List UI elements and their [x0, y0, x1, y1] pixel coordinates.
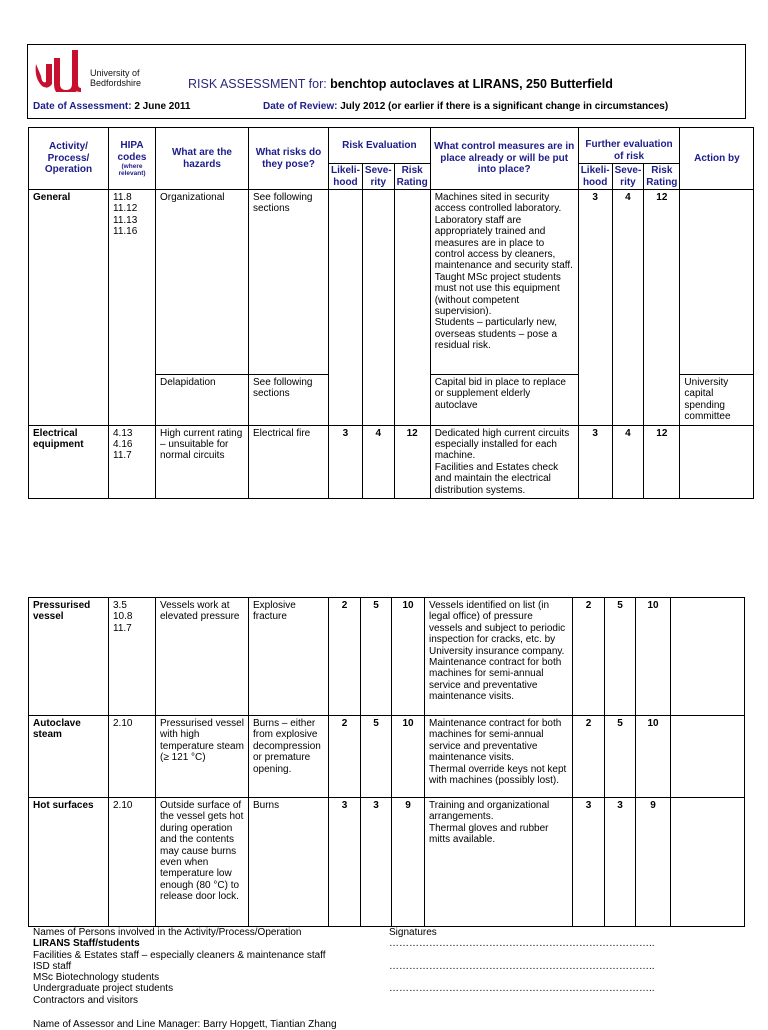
assessment-label: Date of Assessment: [33, 101, 132, 112]
title-rest: benchtop autoclaves at LIRANS, 250 Butterfield [326, 77, 613, 91]
risk-cell: Burns [249, 798, 329, 927]
col-hipa-sub: (where relevant) [118, 162, 146, 177]
col-hazards: What are the hazards [156, 128, 249, 190]
hipa-cell [109, 190, 156, 426]
likelihood-cell: 3 [329, 798, 361, 927]
hazard-cell: Delapidation [156, 375, 249, 426]
hazard-cell: Vessels work at elevated pressure [156, 598, 249, 716]
severity-cell: 3 [361, 798, 392, 927]
persons-involved [33, 927, 326, 1006]
risk-table-2 [28, 597, 745, 927]
col-hipa [109, 128, 156, 190]
persons-line: LIRANS Staff/students [33, 938, 140, 950]
signature-line[interactable]: …………………………………………………………………….. [389, 982, 655, 994]
likelihood-cell: 2 [329, 598, 361, 716]
action-cell [680, 190, 754, 375]
activity-cell: Pressurised vessel [29, 598, 109, 716]
risk-table-1 [28, 127, 754, 499]
persons-heading: Names of Persons involved in the Activity/Process/Operation [33, 927, 302, 938]
control-cell: Training and organizational arrangements. Thermal gloves and rubber mitts available. [425, 798, 573, 927]
rating-cell [394, 190, 430, 426]
table-row [29, 716, 745, 798]
table-row [29, 598, 745, 716]
col-controls: What control measures are in place already or will be put into place? [430, 128, 578, 190]
col-severity: Seve-rity [362, 164, 394, 190]
university-name [90, 68, 141, 88]
col-hipa-label: HIPA codes [117, 140, 147, 163]
hazard-cell: High current rating – unsuitable for normal circuits [156, 425, 249, 498]
control-cell: Capital bid in place to replace or supplement elderly autoclave [430, 375, 578, 426]
further-likelihood-cell: 3 [578, 425, 612, 498]
risk-cell: Electrical fire [249, 425, 329, 498]
col-action: Action by [680, 128, 754, 190]
col-further: Further evaluation of risk [578, 128, 680, 164]
persons-line: MSc Biotechnology students [33, 972, 160, 984]
col-further-severity: Seve-rity [612, 164, 644, 190]
risk-cell: Explosive fracture [249, 598, 329, 716]
hazard-cell: Organizational [156, 190, 249, 375]
further-rating-cell: 10 [636, 716, 671, 798]
persons-line: Facilities & Estates staff – especially cleaners & maintenance staff [33, 949, 326, 961]
further-likelihood-cell: 2 [573, 716, 605, 798]
col-risk-rating: Risk Rating [394, 164, 430, 190]
col-risks: What risks do they pose? [249, 128, 329, 190]
risk-cell: Burns – either from explosive decompression or premature opening. [249, 716, 329, 798]
university-line1: University of [90, 68, 140, 78]
col-further-risk-rating: Risk Rating [644, 164, 680, 190]
further-severity-cell: 5 [605, 716, 636, 798]
university-logo-icon [32, 46, 88, 92]
further-rating-cell: 12 [644, 190, 680, 426]
further-severity-cell: 4 [612, 190, 644, 426]
col-activity: Activity/ Process/ Operation [29, 128, 109, 190]
table-row [29, 425, 754, 498]
page-title [188, 77, 613, 91]
control-cell: Maintenance contract for both machines for semi-annual service and preventative maintenance visits. Thermal override keys not kept with machines (possibly lost). [425, 716, 573, 798]
action-cell [671, 716, 745, 798]
likelihood-cell: 3 [329, 425, 363, 498]
activity-cell: Electrical equipment [29, 425, 109, 498]
col-further-likelihood: Likeli-hood [578, 164, 612, 190]
review-value: July 2012 (or earlier if there is a significant change in circumstances) [337, 101, 669, 112]
hipa-cell: 3.5 10.8 11.7 [109, 598, 156, 716]
further-likelihood-cell: 2 [573, 598, 605, 716]
rating-cell: 12 [394, 425, 430, 498]
action-cell [680, 425, 754, 498]
table-row [29, 190, 754, 375]
action-cell: University capital spending committee [680, 375, 754, 426]
action-cell [671, 598, 745, 716]
signature-line[interactable]: …………………………………………………………………….. [389, 960, 655, 972]
likelihood-cell [329, 190, 363, 426]
university-line2: Bedfordshire [90, 78, 142, 88]
further-rating-cell: 10 [636, 598, 671, 716]
likelihood-cell: 2 [329, 716, 361, 798]
activity-cell: Hot surfaces [29, 798, 109, 927]
title-prefix: RISK ASSESSMENT for: [188, 77, 327, 91]
hipa-cell: 2.10 [109, 798, 156, 927]
control-cell: Dedicated high current circuits especially installed for each machine. Facilities and Estates check and maintain the electrical distribution systems. [430, 425, 578, 498]
persons-line: ISD staff [33, 960, 72, 972]
review-label: Date of Review: [263, 101, 338, 112]
severity-cell: 5 [361, 716, 392, 798]
risk-cell: See following sections [249, 190, 329, 375]
signature-line[interactable]: …………………………………………………………………….. [389, 938, 655, 950]
activity-cell: Autoclave steam [29, 716, 109, 798]
hipa-codes: 11.8 11.12 11.13 11.16 [113, 192, 138, 238]
severity-cell: 5 [361, 598, 392, 716]
rating-cell: 9 [392, 798, 425, 927]
further-rating-cell: 9 [636, 798, 671, 927]
assessment-date [33, 101, 191, 112]
action-cell [671, 798, 745, 927]
hazard-cell: Pressurised vessel with high temperature steam (≥ 121 °C) [156, 716, 249, 798]
further-severity-cell: 5 [605, 598, 636, 716]
further-severity-cell: 3 [605, 798, 636, 927]
col-likelihood: Likeli-hood [329, 164, 363, 190]
further-severity-cell: 4 [612, 425, 644, 498]
rating-cell: 10 [392, 598, 425, 716]
further-rating-cell: 12 [644, 425, 680, 498]
severity-cell: 4 [362, 425, 394, 498]
assessor-line: Name of Assessor and Line Manager: Barry Hopgett, Tiantian Zhang [33, 1019, 337, 1030]
rating-cell: 10 [392, 716, 425, 798]
severity-cell [362, 190, 394, 426]
activity-cell: General [29, 190, 109, 426]
hipa-cell: 2.10 [109, 716, 156, 798]
further-likelihood-cell: 3 [578, 190, 612, 426]
persons-line: Contractors and visitors [33, 994, 139, 1006]
assessment-value: 2 June 2011 [131, 101, 191, 112]
control-cell: Machines sited in security access controlled laboratory. Laboratory staff are appropriately trained and measures are in place to control access by cleaners, maintenance and security staff. Taught MSc project students must not use this equipment (without competent supervision). Students – particularly new, overseas students – pose a residual risk. [430, 190, 578, 375]
col-risk-eval: Risk Evaluation [329, 128, 431, 164]
hazard-cell: Outside surface of the vessel gets hot during operation and the contents may cause burns even when temperature low enough (80 °C) to release door lock. [156, 798, 249, 927]
risk-cell: See following sections [249, 375, 329, 426]
control-cell: Vessels identified on list (in legal office) of pressure vessels and subject to periodic inspection for cracks, etc. by University insurance company. Maintenance contract for both machines for semi-annual service and preventative maintenance visits. [425, 598, 573, 716]
table-row [29, 798, 745, 927]
further-likelihood-cell: 3 [573, 798, 605, 927]
hipa-cell: 4.13 4.16 11.7 [109, 425, 156, 498]
persons-line: Undergraduate project students [33, 983, 174, 995]
review-date [263, 101, 668, 112]
signatures-label: Signatures [389, 927, 437, 938]
signatures [389, 927, 655, 994]
